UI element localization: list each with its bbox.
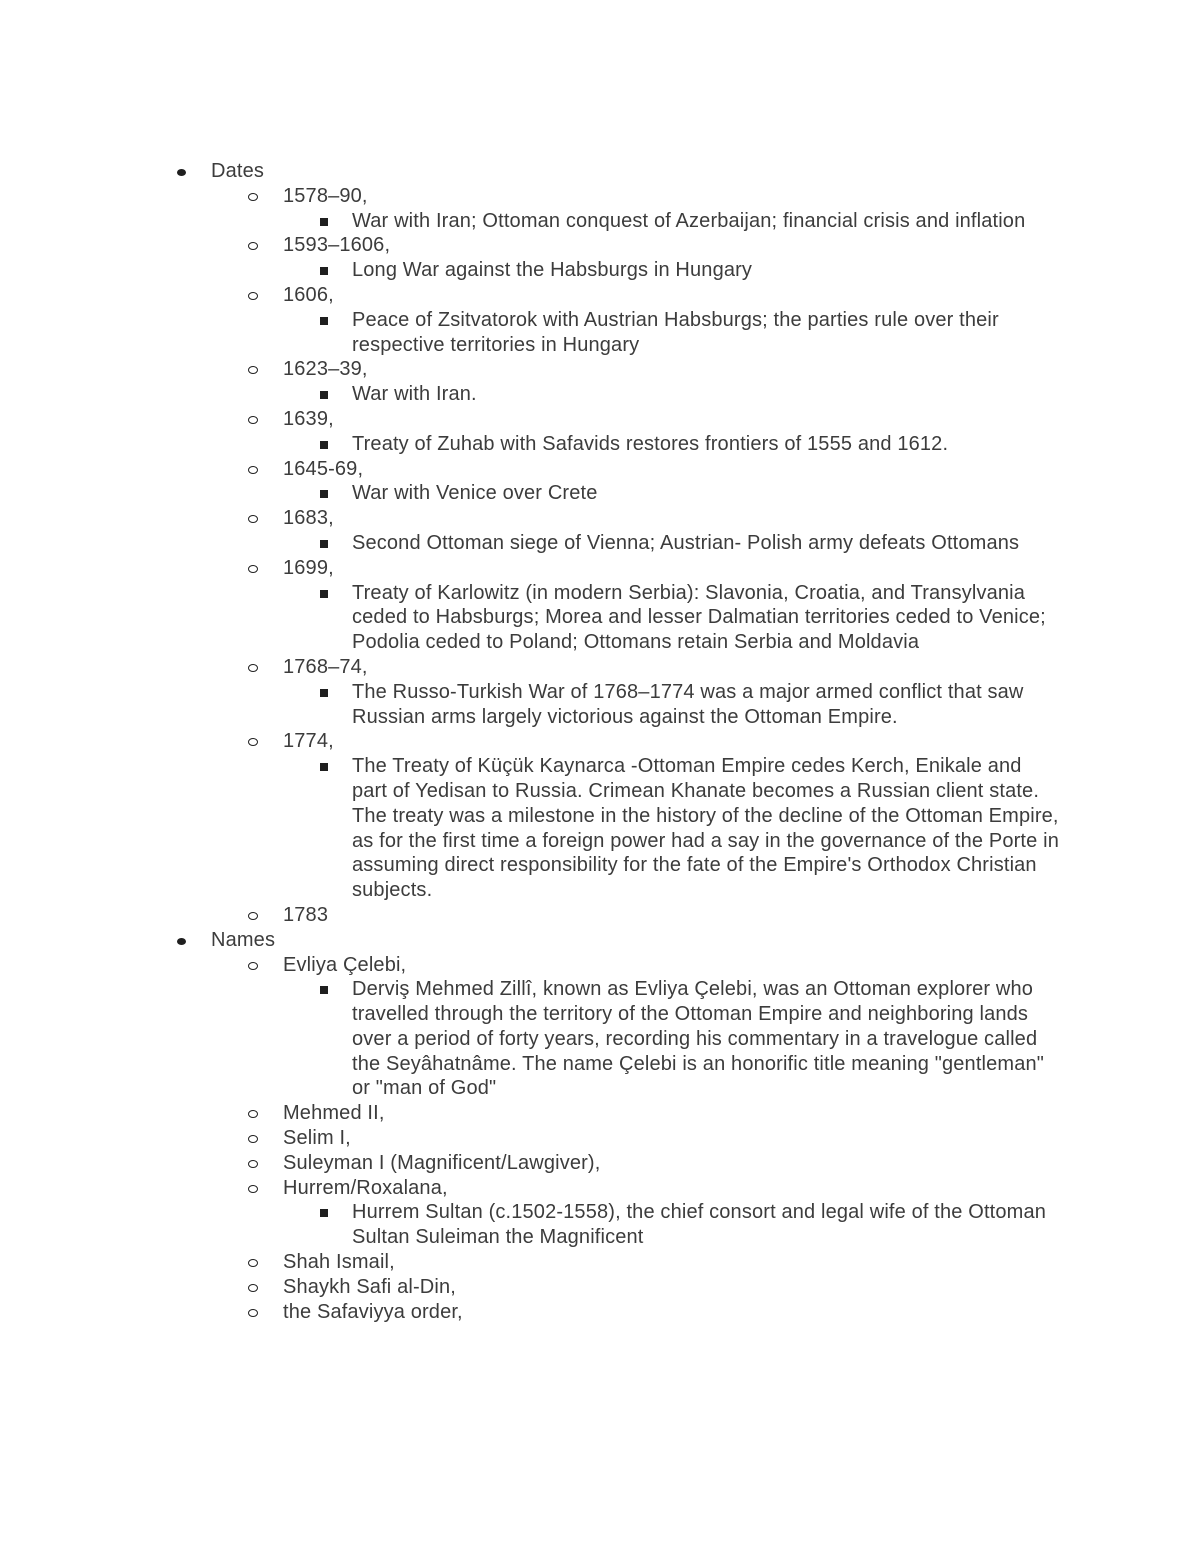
outline-item	[0, 729, 1200, 754]
item-detail	[0, 754, 1062, 903]
item-detail-text: Treaty of Zuhab with Safavids restores frontiers of 1555 and 1612.	[352, 432, 949, 455]
outline-item	[0, 903, 1200, 928]
square-bullet-icon	[320, 441, 328, 449]
hollow-circle-bullet-icon	[248, 466, 258, 474]
filled-circle-bullet-icon	[177, 169, 186, 176]
hollow-circle-bullet-icon	[248, 1185, 258, 1193]
outline-item	[0, 655, 1200, 680]
item-detail	[0, 531, 1062, 556]
outline-item-text: Evliya Çelebi,	[283, 953, 407, 976]
outline-item-text: 1699,	[283, 556, 334, 579]
outline-item	[0, 1151, 1200, 1176]
square-bullet-icon	[320, 391, 328, 399]
square-bullet-icon	[320, 689, 328, 697]
section-heading	[0, 159, 1200, 184]
outline-item	[0, 506, 1200, 531]
item-detail	[0, 581, 1062, 655]
outline-item-text: Shaykh Safi al-Din,	[283, 1275, 456, 1298]
item-detail-text: War with Iran.	[352, 383, 477, 406]
outline-item-text: 1639,	[283, 407, 334, 430]
square-bullet-icon	[320, 590, 328, 598]
outline-item	[0, 1101, 1200, 1126]
section-heading-text: Dates	[211, 160, 264, 182]
hollow-circle-bullet-icon	[248, 1135, 258, 1143]
item-detail	[0, 308, 1062, 358]
outline-item-text: Shah Ismail,	[283, 1251, 395, 1274]
hollow-circle-bullet-icon	[248, 738, 258, 746]
hollow-circle-bullet-icon	[248, 565, 258, 573]
outline-item	[0, 953, 1200, 978]
hollow-circle-bullet-icon	[248, 962, 258, 970]
square-bullet-icon	[320, 1209, 328, 1217]
outline-item-text: Suleyman I (Magnificent/Lawgiver),	[283, 1151, 601, 1174]
hollow-circle-bullet-icon	[248, 1110, 258, 1118]
hollow-circle-bullet-icon	[248, 912, 258, 920]
outline-item-text: 1768–74,	[283, 655, 368, 678]
outline-item	[0, 357, 1200, 382]
hollow-circle-bullet-icon	[248, 292, 258, 300]
square-bullet-icon	[320, 267, 328, 275]
item-detail	[0, 432, 1062, 457]
item-detail-text: The Russo-Turkish War of 1768–1774 was a major armed conflict that saw Russian arms largely victorious against the Ottoman Empire.	[352, 680, 1024, 728]
hollow-circle-bullet-icon	[248, 515, 258, 523]
item-detail-text: Long War against the Habsburgs in Hungary	[352, 259, 753, 282]
square-bullet-icon	[320, 763, 328, 771]
hollow-circle-bullet-icon	[248, 664, 258, 672]
section-heading	[0, 928, 1200, 953]
outline-item-text: Hurrem/Roxalana,	[283, 1176, 448, 1199]
item-detail-text: The Treaty of Küçük Kaynarca -Ottoman Empire cedes Kerch, Enikale and part of Yedisan to Russia. Crimean Khanate becomes a Russian client state. The treaty was a milestone in the history of the decline of the Ottoman Empire, as for the first time a foreign power had a say in the governance of the Porte in assuming direct responsibility for the fate of the Empire's Orthodox Christian subjects.	[352, 755, 1059, 902]
hollow-circle-bullet-icon	[248, 366, 258, 374]
hollow-circle-bullet-icon	[248, 1160, 258, 1168]
square-bullet-icon	[320, 317, 328, 325]
outline-item	[0, 556, 1200, 581]
item-detail-text: Derviş Mehmed Zillî, known as Evliya Çelebi, was an Ottoman explorer who travelled through the territory of the Ottoman Empire and neighboring lands over a period of forty years, recording his commentary in a travelogue called the Seyâhatnâme. The name Çelebi is an honorific title meaning "gentleman" or "man of God"	[352, 978, 1044, 1100]
outline-item	[0, 283, 1200, 308]
outline-item-text: 1606,	[283, 283, 334, 306]
item-detail-text: Hurrem Sultan (c.1502-1558), the chief consort and legal wife of the Ottoman Sultan Suleiman the Magnificent	[352, 1201, 1046, 1249]
outline-item-text: Selim I,	[283, 1127, 351, 1150]
item-detail-text: Second Ottoman siege of Vienna; Austrian- Polish army defeats Ottomans	[352, 531, 1020, 554]
hollow-circle-bullet-icon	[248, 1309, 258, 1317]
outline-item	[0, 1176, 1200, 1201]
item-detail	[0, 1200, 1062, 1250]
outline-item-text: 1783	[283, 903, 329, 926]
outline-item-text: 1645-69,	[283, 457, 364, 480]
outline-item	[0, 233, 1200, 258]
item-detail	[0, 209, 1062, 234]
hollow-circle-bullet-icon	[248, 1259, 258, 1267]
outline-item	[0, 457, 1200, 482]
item-detail-text: Treaty of Karlowitz (in modern Serbia): Slavonia, Croatia, and Transylvania ceded to Habsburgs; Morea and lesser Dalmatian territories ceded to Venice; Podolia ceded to Poland; Ottomans retain Serbia and Moldavia	[352, 581, 1046, 654]
square-bullet-icon	[320, 540, 328, 548]
outline-item-text: 1683,	[283, 507, 334, 530]
square-bullet-icon	[320, 986, 328, 994]
outline-item-text: 1578–90,	[283, 184, 368, 207]
outline-document	[0, 159, 1200, 1324]
outline-item-text: the Safaviyya order,	[283, 1300, 463, 1323]
outline-item	[0, 1300, 1200, 1325]
hollow-circle-bullet-icon	[248, 242, 258, 250]
item-detail-text: War with Venice over Crete	[352, 482, 598, 505]
hollow-circle-bullet-icon	[248, 1284, 258, 1292]
outline-item	[0, 1275, 1200, 1300]
item-detail	[0, 382, 1062, 407]
square-bullet-icon	[320, 490, 328, 498]
outline-item-text: Mehmed II,	[283, 1102, 385, 1125]
item-detail	[0, 481, 1062, 506]
hollow-circle-bullet-icon	[248, 416, 258, 424]
outline-item-text: 1593–1606,	[283, 234, 391, 257]
outline-item	[0, 184, 1200, 209]
outline-item	[0, 407, 1200, 432]
square-bullet-icon	[320, 218, 328, 226]
item-detail	[0, 258, 1062, 283]
outline-item-text: 1774,	[283, 730, 334, 753]
outline-item	[0, 1250, 1200, 1275]
item-detail	[0, 977, 1062, 1101]
filled-circle-bullet-icon	[177, 938, 186, 945]
outline-item	[0, 1126, 1200, 1151]
item-detail-text: War with Iran; Ottoman conquest of Azerbaijan; financial crisis and inflation	[352, 209, 1026, 232]
section-heading-text: Names	[211, 928, 276, 951]
hollow-circle-bullet-icon	[248, 193, 258, 201]
item-detail	[0, 680, 1062, 730]
outline-item-text: 1623–39,	[283, 358, 368, 381]
item-detail-text: Peace of Zsitvatorok with Austrian Habsburgs; the parties rule over their respective territories in Hungary	[352, 308, 999, 356]
